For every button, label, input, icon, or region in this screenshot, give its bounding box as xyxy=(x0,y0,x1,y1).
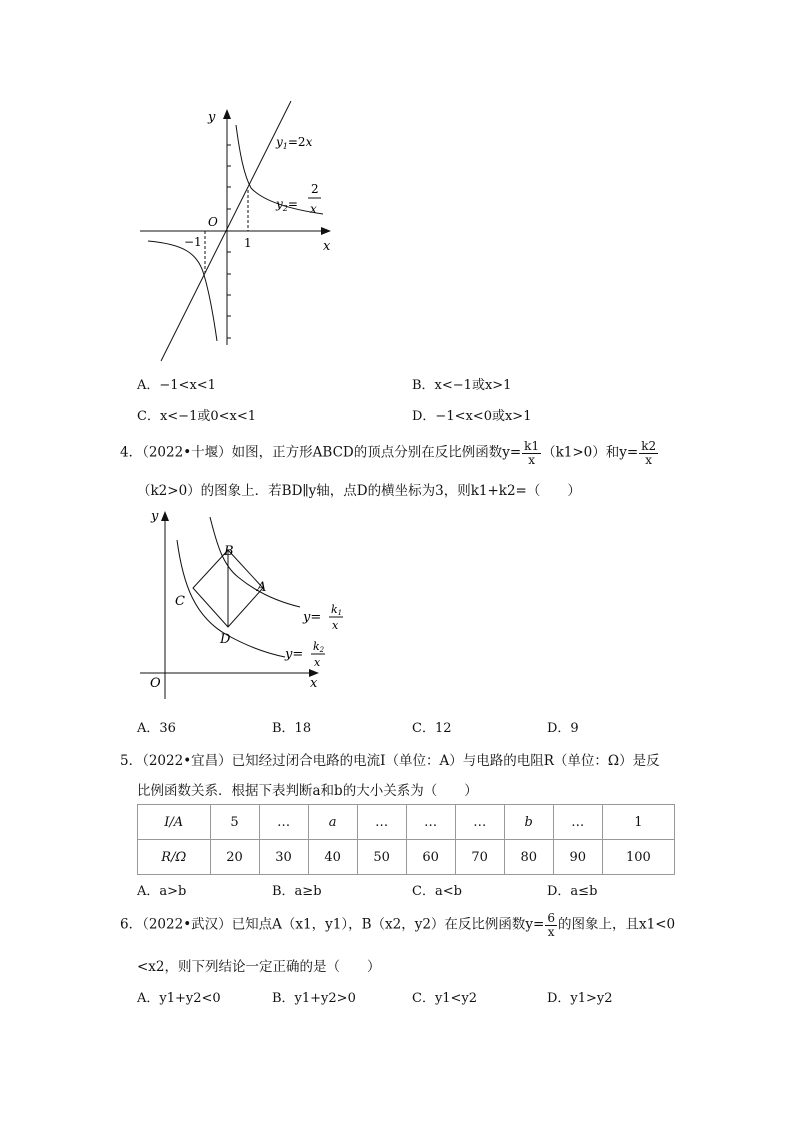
table-cell: 30 xyxy=(259,840,308,875)
q4-label-b: B xyxy=(224,544,234,559)
q6-stem-line2-text: <x2，则下列结论一定正确的是（ ） xyxy=(137,959,381,975)
q4-option-d[interactable] xyxy=(547,717,579,736)
q4-curve2-prefix: y= xyxy=(285,647,304,662)
q5-stem-line2 xyxy=(137,779,478,799)
q3-y-label: y xyxy=(208,110,216,125)
table-cell: 80 xyxy=(504,840,553,875)
q5-option-c[interactable] xyxy=(412,880,462,899)
q6-stem-line1 xyxy=(120,912,675,938)
q4-option-b[interactable] xyxy=(272,717,311,736)
q6-stem-part-b: 的图象上，且x1<0 xyxy=(558,916,676,933)
q3-option-b-text: B．x<−1或x>1 xyxy=(412,378,512,393)
q5-option-a-text: A．a>b xyxy=(137,884,187,899)
q4-stem-part-b: （k1>0）和y= xyxy=(542,444,639,461)
table-cell: 70 xyxy=(455,840,504,875)
q4-curve1-den: x xyxy=(332,619,339,632)
q3-option-a-text: A．−1<x<1 xyxy=(137,378,216,393)
table-cell: 20 xyxy=(210,840,259,875)
table-cell: a xyxy=(308,805,357,840)
q3-curve-label-prefix: $y_2=$ xyxy=(276,197,298,213)
q3-option-c-text: C．x<−1或0<x<1 xyxy=(137,409,256,424)
q4-frac-k1: $\frac{k1}{x}$ xyxy=(524,439,540,467)
q5-option-b-text: B．a≥b xyxy=(272,884,322,899)
table-cell: 5 xyxy=(210,805,259,840)
q6-option-a-text: A．y1+y2<0 xyxy=(137,991,221,1006)
q4-label-a: A xyxy=(257,580,267,595)
q3-curve-num: 2 xyxy=(311,182,319,196)
q4-stem-part-a: 4．（2022•十堰）如图，正方形ABCD的顶点分别在反比例函数y= xyxy=(120,444,522,461)
q4-label-c: C xyxy=(175,594,185,609)
q4-frac-k2: $\frac{k2}{x}$ xyxy=(641,439,657,467)
q4-option-a-text: A．36 xyxy=(137,721,176,736)
q3-x-arrow xyxy=(321,227,331,235)
q3-tick-neg1: −1 xyxy=(184,235,202,249)
q4-y-arrow xyxy=(161,511,169,521)
q4-option-c-text: C．12 xyxy=(412,721,452,736)
q3-option-d[interactable] xyxy=(412,405,531,424)
q6-option-b-text: B．y1+y2>0 xyxy=(272,991,356,1006)
q5-option-d[interactable] xyxy=(547,880,597,899)
q5-stem-line1-text: 5．（2022•宜昌）已知经过闭合电路的电流I（单位：A）与电路的电阻R（单位：Ω）是反 xyxy=(120,753,660,769)
table-cell: b xyxy=(504,805,553,840)
table-row xyxy=(138,840,675,875)
q6-option-c-text: C．y1<y2 xyxy=(412,991,478,1006)
table-cell: … xyxy=(406,805,455,840)
q3-x-label: x xyxy=(323,239,331,254)
q4-option-a[interactable] xyxy=(137,717,176,736)
table-cell: … xyxy=(357,805,406,840)
q4-stem-line2-text: （k2>0）的图象上．若BD∥y轴，点D的横坐标为3，则k1+k2=（ ） xyxy=(137,483,581,499)
q3-option-c[interactable] xyxy=(137,405,256,424)
table-row xyxy=(138,805,675,840)
q5-table xyxy=(137,804,675,875)
q3-y-arrow xyxy=(223,109,231,119)
q4-option-d-text: D．9 xyxy=(547,721,579,736)
q3-origin-label: O xyxy=(208,215,218,229)
q4-option-b-text: B．18 xyxy=(272,721,312,736)
q6-stem-part-a: 6．（2022•武汉）已知点A（x1，y1），B（x2，y2）在反比例函数y= xyxy=(120,916,545,933)
table-cell: I/A xyxy=(138,805,211,840)
q5-option-d-text: D．a≤b xyxy=(547,884,598,899)
table-cell: … xyxy=(455,805,504,840)
q4-curve1-prefix: y= xyxy=(303,610,322,625)
q4-graph xyxy=(135,505,365,705)
q4-x-label: x xyxy=(310,676,318,691)
q6-option-d[interactable] xyxy=(547,987,613,1006)
q4-stem-line2 xyxy=(137,479,581,499)
q3-line-label: $y_1=2x$ xyxy=(276,135,313,151)
q5-option-a[interactable] xyxy=(137,880,186,899)
q3-option-d-text: D．−1<x<0或x>1 xyxy=(412,409,532,424)
q4-option-c[interactable] xyxy=(412,717,452,736)
q4-label-d: D xyxy=(220,632,231,647)
table-cell: 1 xyxy=(602,805,674,840)
q3-option-b[interactable] xyxy=(412,374,511,393)
q4-y-label: y xyxy=(151,509,159,524)
table-cell: 90 xyxy=(553,840,602,875)
q4-curve2-den: x xyxy=(314,656,321,669)
q3-graph xyxy=(128,95,343,370)
q3-option-a[interactable] xyxy=(137,374,216,393)
q4-curve2-num: k2 xyxy=(313,640,325,654)
table-cell: … xyxy=(259,805,308,840)
table-cell: … xyxy=(553,805,602,840)
table-cell: 40 xyxy=(308,840,357,875)
q6-option-b[interactable] xyxy=(272,987,356,1006)
q3-curve-den: x xyxy=(310,202,317,216)
q4-curve-k1 xyxy=(210,517,300,607)
table-cell: 60 xyxy=(406,840,455,875)
q3-hyperbola-left xyxy=(148,241,217,341)
table-cell: 50 xyxy=(357,840,406,875)
q6-frac: $\frac{6}{x}$ xyxy=(547,911,555,939)
q4-origin-label: O xyxy=(150,676,161,691)
q6-option-d-text: D．y1>y2 xyxy=(547,991,613,1006)
q4-curve1-num: k1 xyxy=(331,603,343,617)
q3-y-ticks xyxy=(227,145,231,338)
table-cell: R/Ω xyxy=(138,840,211,875)
q6-option-a[interactable] xyxy=(137,987,221,1006)
q5-stem-line2-text: 比例函数关系．根据下表判断a和b的大小关系为（ ） xyxy=(137,783,478,799)
q5-stem-line1 xyxy=(120,749,660,769)
q5-option-c-text: C．a<b xyxy=(412,884,462,899)
q3-tick-1: 1 xyxy=(244,236,252,250)
q6-stem-line2 xyxy=(137,955,381,975)
q5-option-b[interactable] xyxy=(272,880,322,899)
table-cell: 100 xyxy=(602,840,674,875)
q4-stem-line1 xyxy=(120,440,659,466)
q6-option-c[interactable] xyxy=(412,987,477,1006)
